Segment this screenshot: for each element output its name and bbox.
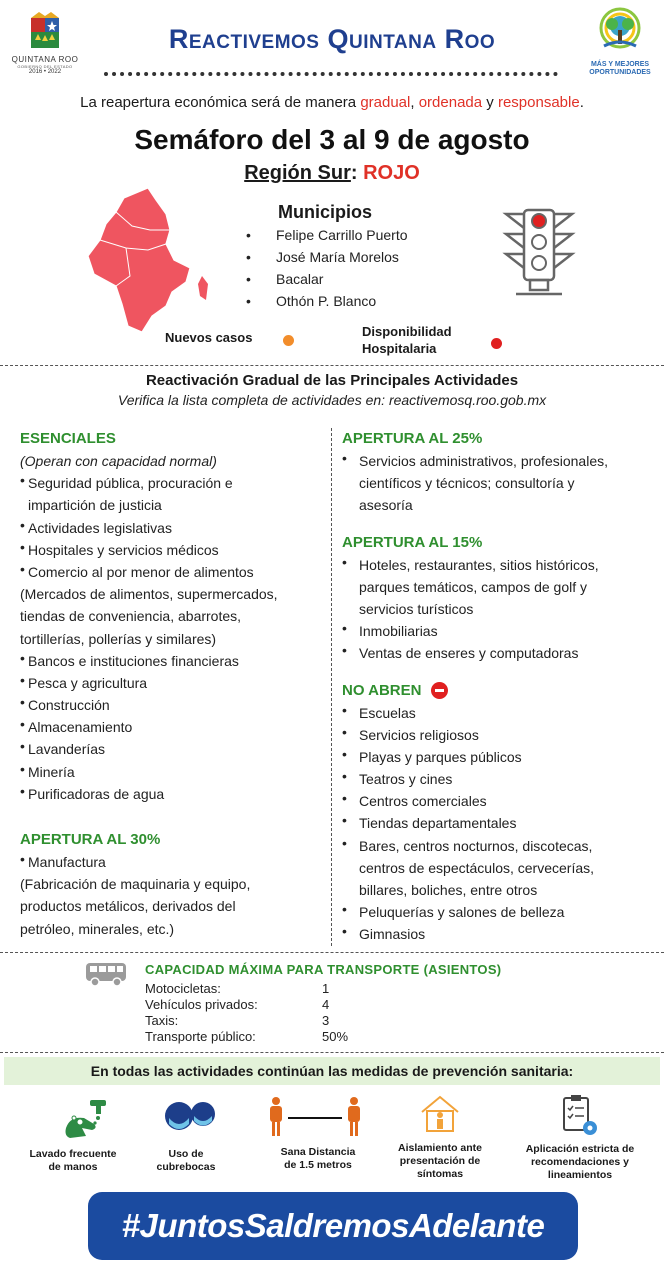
no-abren-item: • Playas y parques públicos (359, 748, 522, 765)
title-divider (104, 72, 558, 76)
no-abren-bares-l2: centros de espectáculos, cervecerías, (359, 859, 595, 876)
reactivacion-title: Reactivación Gradual de las Principales Actividades (145, 372, 519, 389)
list-item (20, 851, 326, 873)
left-column (20, 428, 326, 940)
esenciales-legislativas: • Actividades legislativas (28, 519, 172, 536)
transporte-label: Transporte público: (145, 1029, 256, 1044)
esenciales-item: • Purificadoras de agua (28, 785, 165, 802)
list-item (342, 746, 660, 768)
no-abren-item: • Teatros y cines (359, 771, 453, 788)
logo-text-gobierno: GOBIERNO DEL ESTADO (17, 64, 73, 69)
disponibilidad-line-1: Disponibilidad (362, 324, 452, 339)
esenciales-seguridad-l2: impartición de justicia (28, 497, 162, 514)
medida-aislamiento-l1: Aislamiento ante (397, 1142, 483, 1154)
list-item (342, 835, 660, 902)
region-map (86, 186, 216, 334)
section-divider (0, 365, 664, 366)
no-abren-label: NO ABREN (342, 681, 422, 699)
list-item: • José María Morelos (246, 249, 399, 265)
list-item (20, 517, 326, 539)
list-item (20, 672, 326, 694)
transporte-value: 50% (322, 1029, 349, 1044)
checklist-icon (560, 1094, 600, 1138)
intro-sep-1: , (410, 94, 419, 111)
logo-text-state: QUINTANA ROO (11, 55, 79, 64)
apertura-25-l1: • Servicios administrativos, profesionales, (359, 453, 608, 469)
intro-prefix: La reapertura económica será de manera (80, 94, 361, 111)
apertura-15-heading: APERTURA AL 15% (342, 533, 483, 551)
municipio-name: Othón P. Blanco (276, 293, 377, 309)
medida-cubrebocas-l1: Uso de (168, 1148, 204, 1160)
nuevos-casos-indicator (283, 335, 294, 346)
apertura-15-ventas: • Ventas de enseres y computadoras (359, 645, 579, 662)
traffic-light-icon (500, 206, 580, 298)
region-colon: : (350, 162, 364, 184)
list-item: • Bacalar (246, 271, 324, 287)
intro-sentence (0, 94, 664, 111)
face-mask-icon (163, 1098, 219, 1138)
no-entry-icon (431, 682, 448, 699)
esenciales-comercio: • Comercio al por menor de alimentos (28, 563, 254, 580)
list-item (342, 702, 660, 724)
transporte-value: 4 (322, 997, 330, 1012)
esenciales-item: • Construcción (28, 697, 110, 714)
reactivacion-subtitle: Verifica la lista completa de actividades en: reactivemosq.roo.gob.mx (117, 392, 547, 408)
apertura-15-hoteles-l2: parques temáticos, campos de golf y (359, 578, 588, 595)
esenciales-item: • Bancos e instituciones financieras (28, 652, 239, 669)
medida-aislamiento-l2: presentación de (399, 1155, 481, 1167)
no-abren-item: • Centros comerciales (359, 793, 487, 810)
list-item (20, 761, 326, 783)
apertura-30-note-3: petróleo, minerales, etc.) (20, 920, 175, 937)
map-island (198, 276, 208, 300)
municipio-name: José María Morelos (276, 249, 399, 265)
list-item (342, 768, 660, 790)
right-column (342, 428, 660, 946)
mas-y-mejores-logo (578, 6, 662, 80)
medida-lavado (18, 1148, 128, 1174)
region-label: Región Sur (244, 162, 351, 184)
intro-sep-2: y (482, 94, 498, 111)
list-item (342, 554, 660, 621)
medida-distancia-l1: Sana Distancia (280, 1146, 356, 1158)
transporte-row (145, 981, 330, 996)
disponibilidad-line-2: Hospitalaria (362, 341, 437, 356)
apertura-30-note-2: productos metálicos, derivados del (20, 898, 236, 915)
section-divider (0, 1052, 664, 1053)
esenciales-item: • Lavanderías (28, 741, 106, 758)
esenciales-item: • Almacenamiento (28, 719, 133, 736)
esenciales-hospitales: • Hospitales y servicios médicos (28, 541, 219, 558)
no-abren-bares-l3: billares, boliches, entre otros (359, 882, 538, 898)
spacer (20, 805, 326, 829)
apertura-15-inmobiliarias: • Inmobiliarias (359, 623, 438, 640)
transporte-row (145, 997, 330, 1012)
transporte-value: 3 (322, 1013, 330, 1028)
no-abren-gimnasios: • Gimnasios (359, 926, 426, 943)
quintana-roo-logo (8, 8, 82, 80)
esenciales-note: (Operan con capacidad normal) (20, 453, 217, 469)
no-abren-item: • Servicios religiosos (359, 726, 479, 743)
page-title: Reactivemos Quintana Roo (168, 24, 496, 54)
list-item (20, 472, 326, 516)
medida-cubrebocas (136, 1148, 236, 1174)
transporte-title: CAPACIDAD MÁXIMA PARA TRANSPORTE (ASIENTOS) (145, 962, 502, 977)
list-item (20, 539, 326, 561)
intro-word-gradual: gradual (360, 94, 411, 111)
spacer (342, 517, 660, 532)
apertura-25-heading: APERTURA AL 25% (342, 430, 483, 447)
hashtag-banner: #JuntosSaldremosAdelante (88, 1192, 578, 1260)
list-item (20, 783, 326, 805)
list-item (20, 650, 326, 672)
prevencion-title: En todas las actividades continúan las medidas de prevención sanitaria: (4, 1057, 660, 1085)
municipios-list (246, 224, 408, 312)
esenciales-item: • Pesca y agricultura (28, 674, 148, 691)
list-item (20, 716, 326, 738)
medida-cubrebocas-l2: cubrebocas (156, 1161, 216, 1173)
list-item (342, 790, 660, 812)
logo-text-years: 2016 • 2022 (28, 69, 62, 75)
municipios-title: Municipios (278, 202, 372, 222)
list-item (342, 901, 660, 923)
disponibilidad-label (362, 323, 452, 357)
medida-aplicacion-l1: Aplicación estricta de (525, 1143, 635, 1155)
apertura-15-hoteles-l3: servicios turísticos (359, 600, 474, 617)
disponibilidad-indicator (491, 338, 502, 349)
transporte-label: Vehículos privados: (145, 997, 258, 1012)
list-item (342, 923, 660, 945)
transporte-value: 1 (322, 981, 330, 996)
intro-word-ordenada: ordenada (418, 94, 483, 111)
apertura-25-l3: asesoría (359, 497, 413, 514)
section-divider (0, 952, 664, 953)
medida-aplicacion (510, 1143, 650, 1182)
list-item: • Othón P. Blanco (246, 293, 377, 309)
list-item (342, 642, 660, 664)
medida-aplicacion-l2: recomendaciones y (530, 1156, 630, 1168)
list-item (342, 812, 660, 834)
list-item (342, 620, 660, 642)
esenciales-comercio-note-1: (Mercados de alimentos, supermercados, (20, 586, 278, 603)
column-divider (331, 428, 332, 946)
spacer (342, 665, 660, 680)
apertura-25-l2: científicos y técnicos; consultoría y (359, 475, 575, 492)
region-status: ROJO (363, 162, 420, 184)
medida-distancia-l2: de 1.5 metros (284, 1159, 352, 1171)
nuevos-casos-label: Nuevos casos (165, 330, 253, 345)
esenciales-comercio-note-2: tiendas de conveniencia, abarrotes, (20, 608, 242, 625)
esenciales-heading: ESENCIALES (20, 430, 116, 447)
list-item (20, 694, 326, 716)
list-item (20, 738, 326, 760)
region-line (0, 162, 664, 185)
social-distance-icon (266, 1096, 366, 1138)
medida-aislamiento-l3: síntomas (416, 1168, 464, 1180)
no-abren-item: • Tiendas departamentales (359, 815, 517, 832)
logo-text-mas: MÁS Y MEJORES (590, 61, 650, 68)
header (0, 0, 664, 84)
municipio-name: Bacalar (276, 271, 324, 287)
transporte-row (145, 1029, 349, 1044)
intro-word-responsable: responsable (497, 94, 580, 111)
logo-text-oportunidades: OPORTUNIDADES (589, 69, 651, 76)
home-isolation-icon (418, 1094, 462, 1134)
municipio-name: Felipe Carrillo Puerto (276, 227, 408, 243)
esenciales-item: • Minería (28, 763, 75, 780)
state-shield-icon (25, 8, 65, 54)
medida-lavado-l2: de manos (48, 1161, 98, 1173)
medida-lavado-l1: Lavado frecuente (29, 1148, 117, 1160)
list-item: • Felipe Carrillo Puerto (246, 227, 408, 243)
list-item (342, 724, 660, 746)
intro-suffix: . (579, 94, 584, 111)
transporte-label: Motocicletas: (145, 981, 221, 996)
esenciales-seguridad-l1: • Seguridad pública, procuración e (28, 475, 233, 492)
tree-logo-icon (590, 6, 650, 56)
apertura-30-note-1: (Fabricación de maquinaria y equipo, (20, 876, 251, 893)
medida-aplicacion-l3: lineamientos (547, 1169, 613, 1181)
no-abren-bares-l1: • Bares, centros nocturnos, discotecas, (359, 837, 593, 854)
medida-distancia (258, 1146, 378, 1172)
map-region-sur (88, 188, 190, 332)
hand-washing-icon (60, 1098, 112, 1140)
transporte-row (145, 1013, 330, 1028)
apertura-30-heading: APERTURA AL 30% (20, 831, 161, 848)
apertura-30-manufactura: • Manufactura (28, 854, 106, 870)
apertura-15-hoteles-l1: • Hoteles, restaurantes, sitios históricos, (359, 556, 599, 573)
medida-aislamiento (382, 1142, 498, 1181)
no-abren-heading (342, 680, 660, 702)
esenciales-comercio-note-3: tortillerías, pollerías y similares) (20, 630, 217, 647)
no-abren-item: • Escuelas (359, 704, 416, 721)
list-item (342, 450, 660, 517)
no-abren-peluquerias: • Peluquerías y salones de belleza (359, 904, 565, 921)
bus-icon (84, 961, 128, 987)
semaforo-title: Semáforo del 3 al 9 de agosto (134, 124, 530, 155)
list-item (20, 561, 326, 583)
transporte-label: Taxis: (145, 1013, 179, 1028)
